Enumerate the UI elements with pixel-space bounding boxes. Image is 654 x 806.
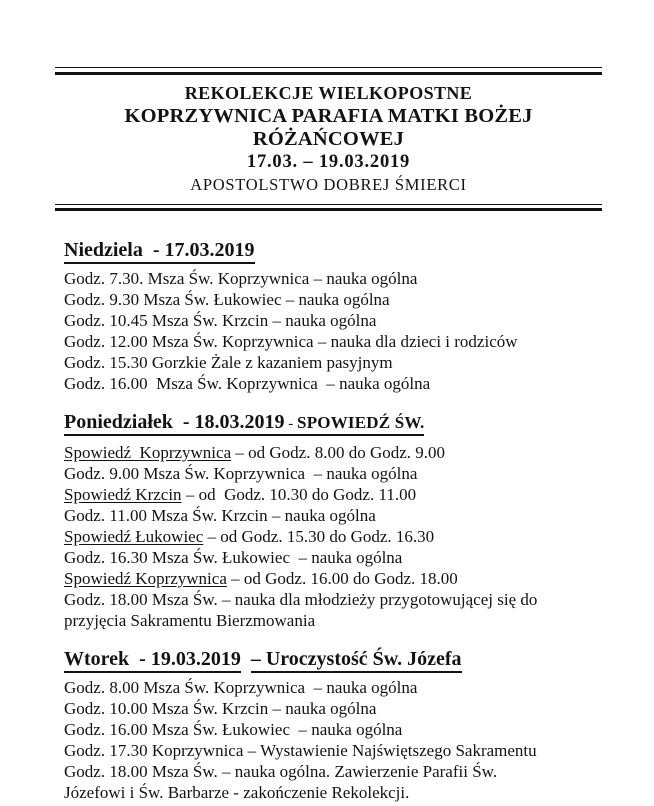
header-top-rule [55, 67, 602, 75]
header-text [55, 75, 602, 204]
confession-label: Spowiedź Koprzywnica [64, 569, 227, 588]
confession-label: Spowiedź Krzcin [64, 485, 182, 504]
header-title-line-2: KOPRZYWNICA PARAFIA MATKI BOŻEJ RÓŻAŃCOWEJ [124, 105, 533, 150]
schedule-line: Godz. 11.00 Msza Św. Krzcin – nauka ogólna [64, 506, 376, 525]
schedule-line: Godz. 18.00 Msza Św. – nauka dla młodzieży przygotowującej się do [64, 590, 538, 609]
schedule-line: Godz. 7.30. Msza Św. Koprzywnica – nauka ogólna [64, 269, 418, 288]
header-date-range: 17.03. – 19.03.2019 [246, 152, 411, 172]
schedule-line: Spowiedź Koprzywnica – od Godz. 16.00 do Godz. 18.00 [64, 569, 458, 588]
schedule-line: Godz. 16.00 Msza Św. Łukowiec – nauka ogólna [64, 720, 403, 739]
header-bottom-rule [55, 204, 602, 211]
heading-separator: - [284, 416, 298, 432]
header-subtitle: APOSTOLSTWO DOBREJ ŚMIERCI [190, 175, 467, 194]
header-box [55, 67, 602, 211]
section-niedziela [64, 237, 619, 394]
section-heading-text: Niedziela - 17.03.2019 [64, 239, 255, 264]
section-heading-text: Wtorek - 19.03.2019 [64, 648, 241, 673]
heading-subtitle: SPOWIEDŹ ŚW. [297, 413, 425, 432]
schedule-content [64, 237, 619, 803]
schedule-line: Godz. 18.00 Msza Św. – nauka ogólna. Zawierzenie Parafii Św. [64, 762, 498, 781]
section-heading-poniedzialek [64, 409, 619, 438]
section-wtorek [64, 646, 619, 803]
schedule-line: Godz. 9.30 Msza Św. Łukowiec – nauka ogólna [64, 290, 390, 309]
schedule-line: Godz. 10.45 Msza Św. Krzcin – nauka ogólna [64, 311, 377, 330]
heading-separator [241, 648, 251, 670]
schedule-line: Godz. 16.30 Msza Św. Łukowiec – nauka ogólna [64, 548, 403, 567]
confession-label: Spowiedź Łukowiec [64, 527, 204, 546]
schedule-line: Godz. 15.30 Gorzkie Żale z kazaniem pasyjnym [64, 353, 393, 372]
section-heading-wtorek [64, 646, 619, 673]
schedule-line: Godz. 12.00 Msza Św. Koprzywnica – nauka dla dzieci i rodziców [64, 332, 518, 351]
schedule-line: Spowiedź Łukowiec – od Godz. 15.30 do Godz. 16.30 [64, 527, 435, 546]
schedule-line: Spowiedź Krzcin – od Godz. 10.30 do Godz. 11.00 [64, 485, 417, 504]
schedule-line: Godz. 8.00 Msza Św. Koprzywnica – nauka ogólna [64, 678, 418, 697]
schedule-line: Józefowi i Św. Barbarze - zakończenie Rekolekcji. [64, 783, 410, 802]
header-title-line-1: REKOLEKCJE WIELKOPOSTNE [184, 83, 473, 103]
schedule-line: przyjęcia Sakramentu Bierzmowania [64, 611, 316, 630]
section-heading-text: Poniedziałek - 18.03.2019 - SPOWIEDŹ ŚW. [64, 411, 424, 436]
schedule-line: Godz. 16.00 Msza Św. Koprzywnica – nauka ogólna [64, 374, 431, 393]
schedule-line: Godz. 10.00 Msza Św. Krzcin – nauka ogólna [64, 699, 377, 718]
heading-subtitle: – Uroczystość Św. Józefa [251, 648, 462, 673]
schedule-line: Godz. 9.00 Msza Św. Koprzywnica – nauka ogólna [64, 464, 418, 483]
confession-label: Spowiedź Koprzywnica [64, 443, 232, 462]
schedule-line: Spowiedź Koprzywnica – od Godz. 8.00 do Godz. 9.00 [64, 443, 446, 462]
section-poniedzialek [64, 409, 619, 631]
section-heading-niedziela [64, 237, 619, 264]
schedule-line: Godz. 17.30 Koprzywnica – Wystawienie Najświętszego Sakramentu [64, 741, 537, 760]
